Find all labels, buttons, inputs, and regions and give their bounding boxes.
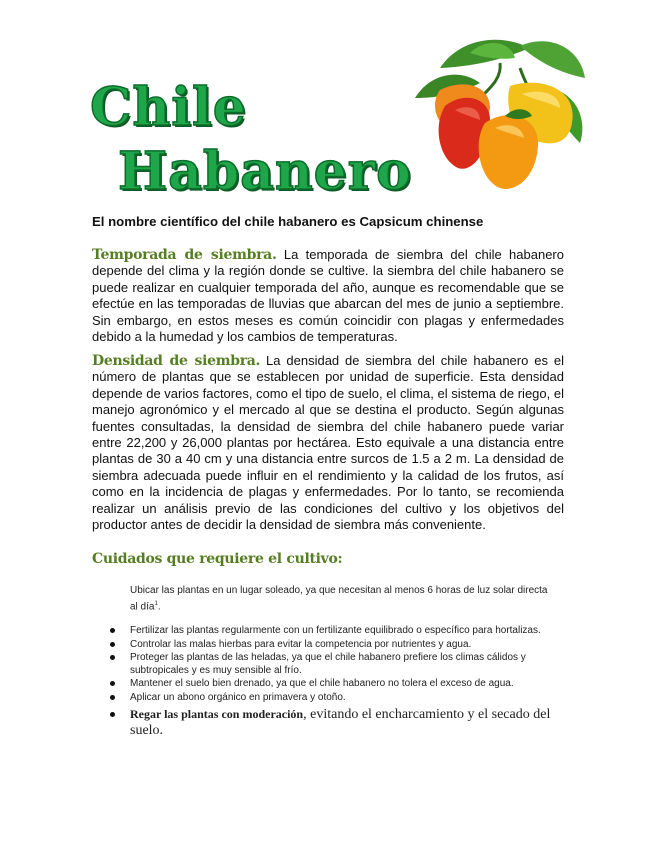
list-item	[108, 625, 560, 638]
title-chile: Chile	[90, 77, 247, 138]
title-habanero: Habanero	[118, 141, 412, 202]
care-heading: Cuidados que requiere el cultivo:	[92, 551, 343, 567]
list-item	[108, 652, 560, 677]
list-item	[108, 692, 560, 705]
list-item-text: , evitando el encharcamiento y el secado del suelo.	[130, 707, 551, 738]
section-heading: Temporada de siembra.	[92, 247, 277, 263]
bullet-icon	[110, 655, 115, 660]
section-densidad	[92, 353, 564, 533]
care-list	[108, 625, 560, 740]
list-item-text: Controlar las malas hierbas para evitar la competencia por nutrientes y agua.	[130, 638, 472, 650]
section-heading: Densidad de siembra.	[92, 353, 261, 369]
list-item-bold: Regar las plantas con moderación	[130, 707, 304, 721]
footnote-marker: 1	[154, 600, 158, 607]
care-intro	[130, 584, 550, 613]
list-item-text: Aplicar un abono orgánico en primavera y otoño.	[130, 691, 346, 703]
list-item	[108, 639, 560, 652]
bullet-icon	[110, 681, 115, 686]
scientific-name: El nombre científico del chile habanero es Capsicum chinense	[92, 214, 484, 229]
bullet-icon	[110, 642, 115, 647]
list-item	[108, 706, 560, 739]
section-text: La temporada de siembra del chile habanero depende del clima y la región donde se cultive. la siembra del chile habanero se puede realizar en cualquier temporada del año, aunque es recomendable que se efectúe en las temporadas de lluvias que abarcan del mes de junio a septiembre. Sin embargo, en estos meses es común coincidir con plagas y enfermedades debido a la humedad y los cambios de temperaturas.	[92, 247, 564, 345]
section-temporada	[92, 247, 564, 345]
bullet-icon	[110, 628, 115, 633]
care-intro-end: .	[157, 600, 161, 612]
list-item	[108, 678, 560, 691]
bullet-icon	[110, 712, 115, 717]
list-item-text: Fertilizar las plantas regularmente con un fertilizante equilibrado o específico para hortalizas.	[130, 625, 541, 636]
section-text: La densidad de siembra del chile habanero es el número de plantas que se establecen por unidad de superficie. Esta densidad depende de varios factores, como el tipo de suelo, el clima, el sistema de riego, el manejo agronómico y el mercado al que se destina el producto. Según algunas fuentes consultadas, la densidad de siembra del chile habanero puede variar entre 22,200 y 26,000 plantas por hectárea. Esto equivale a una distancia entre plantas de 30 a 40 cm y una distancia entre surcos de 1.5 a 2 m. La densidad de siembra adecuada puede influir en el rendimiento y la calidad de los frutos, así como en la incidencia de plagas y enfermedades. Por lo tanto, se recomienda realizar un análisis previo de las condiciones del cultivo y los objetivos del productor antes de decidir la densidad de siembra más conveniente.	[92, 353, 564, 533]
list-item-text: Mantener el suelo bien drenado, ya que el chile habanero no tolera el exceso de agua.	[130, 678, 514, 689]
list-item-text: Proteger las plantas de las heladas, ya que el chile habanero prefiere los climas cálidos y subtropicales y es muy sensible al frío.	[130, 652, 526, 676]
care-intro-text: Ubicar las plantas en un lugar soleado, ya que necesitan al menos 6 horas de luz solar directa al día	[130, 585, 548, 612]
bullet-icon	[110, 695, 115, 700]
habanero-peppers-illustration	[410, 28, 590, 198]
